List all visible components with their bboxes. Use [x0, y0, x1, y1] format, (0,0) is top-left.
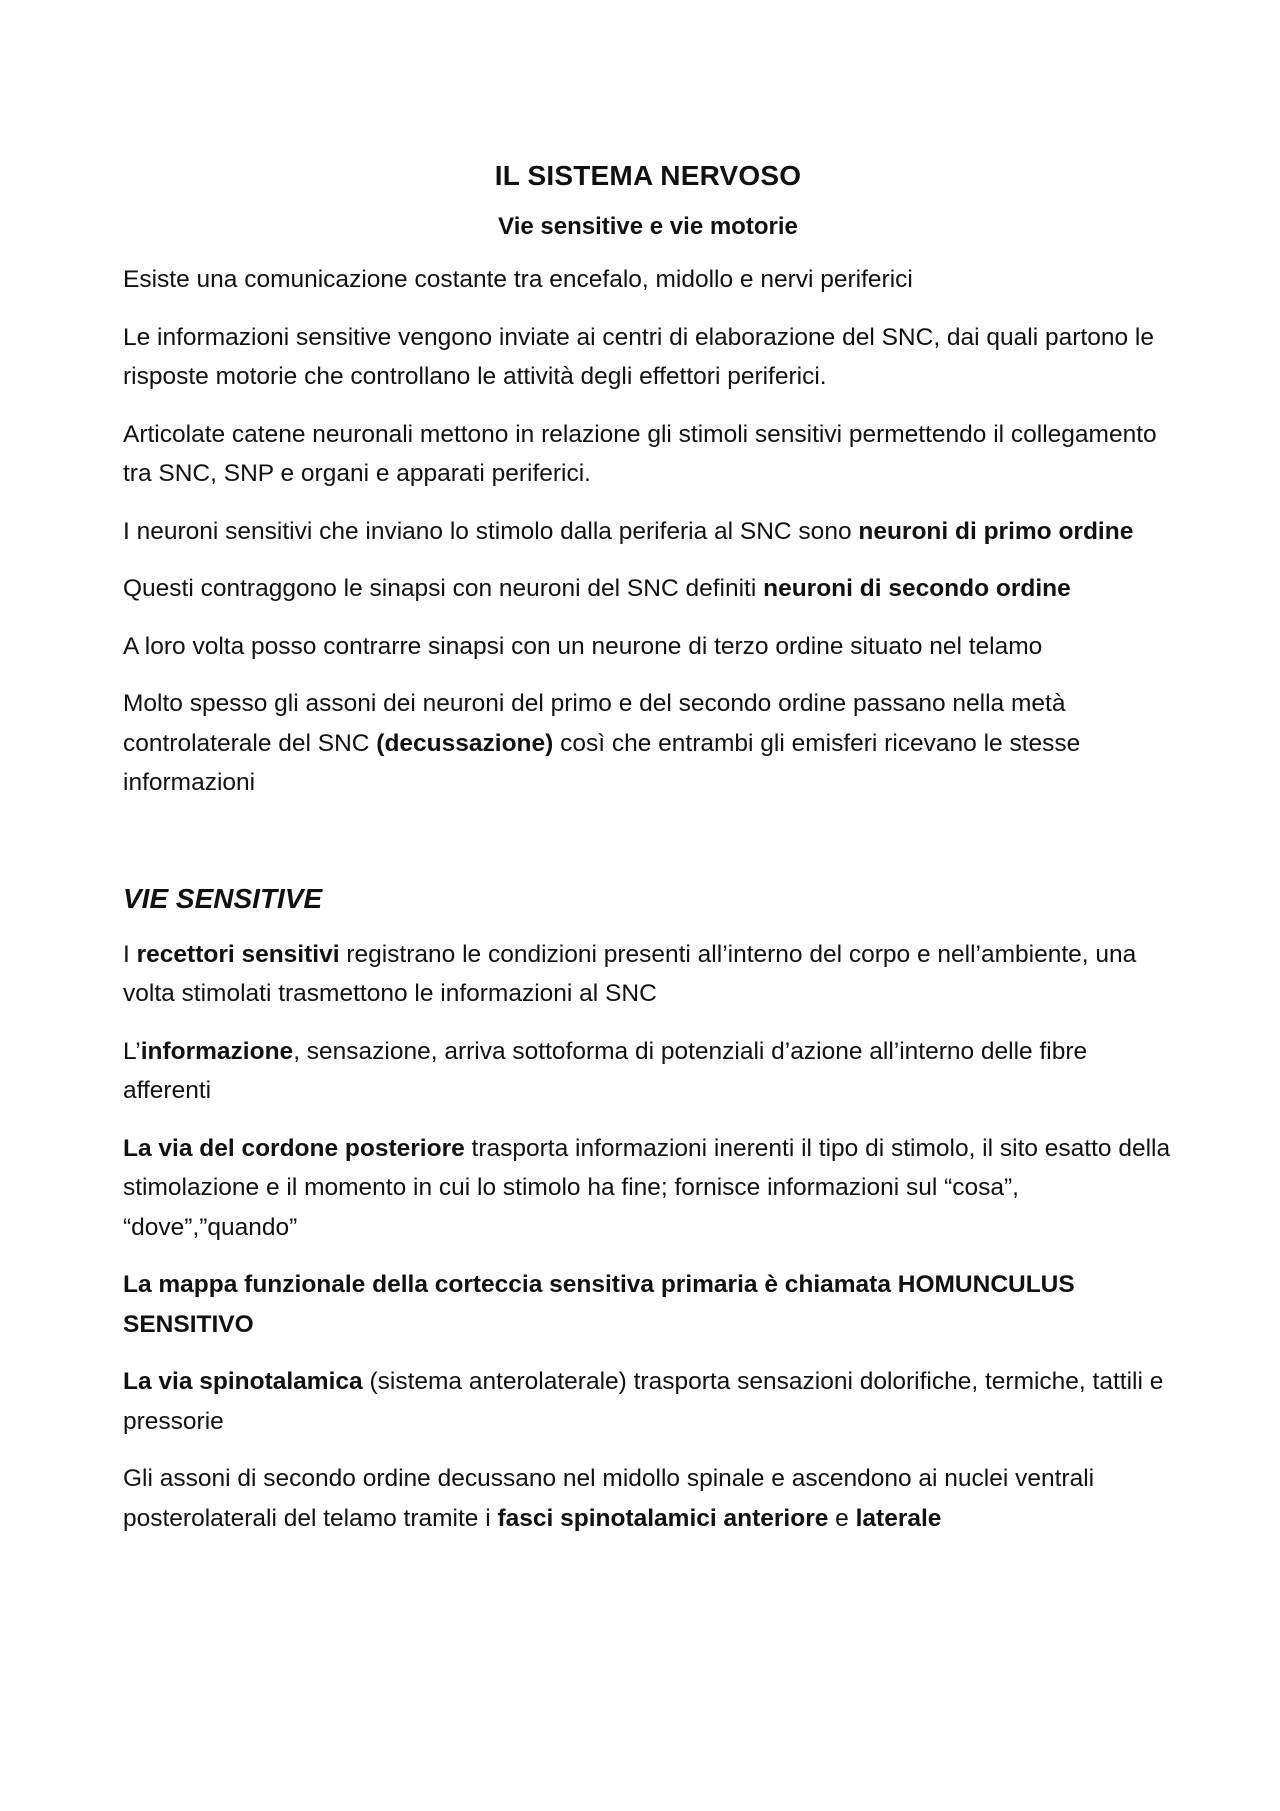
section-paragraph: [123, 1459, 1173, 1538]
paragraph-text: e: [828, 1504, 856, 1532]
bold-term: (decussazione): [376, 729, 554, 757]
paragraph-text: Esiste una comunicazione costante tra encefalo, midollo e nervi periferici: [123, 266, 913, 293]
bold-term: informazione: [140, 1037, 294, 1065]
page-subtitle: Vie sensitive e vie motorie: [498, 213, 798, 240]
bold-term: laterale: [855, 1504, 942, 1532]
paragraph-text: , sensazione, arriva sottoforma di potenziali d’azione all’interno delle fibre afferenti: [123, 1037, 1088, 1104]
document-body: [123, 156, 1173, 1556]
paragraph-text: A loro volta posso contrarre sinapsi con un neurone di terzo ordine situato nel telamo: [123, 632, 1043, 660]
paragraph-text: I neuroni sensitivi che inviano lo stimolo dalla periferia al SNC sono: [123, 517, 859, 545]
paragraph-text: così che entrambi gli emisferi ricevano le stesse informazioni: [123, 729, 1081, 796]
section-paragraph: [123, 1362, 1173, 1441]
bold-term: La via del cordone posteriore: [123, 1134, 465, 1162]
paragraph-text: trasporta informazioni inerenti il tipo di stimolo, il sito esatto della stimolazione e il momento in cui lo stimolo ha fine; fornisce informazioni sul “cosa”, “dove”,”quando”: [123, 1134, 1171, 1241]
paragraph-text: Articolate catene neuronali mettono in relazione gli stimoli sensitivi permettendo il collegamento tra SNC, SNP e organi e apparati periferici.: [123, 420, 1157, 487]
paragraph-text: I: [123, 940, 137, 968]
intro-paragraph: [123, 569, 1173, 609]
section-paragraph: [123, 1129, 1173, 1248]
paragraph-text: Questi contraggono le sinapsi con neuroni del SNC definiti: [123, 575, 764, 602]
bold-term: neuroni di secondo ordine: [763, 575, 1071, 602]
section-paragraph: [123, 935, 1173, 1014]
bold-term: recettori sensitivi: [136, 940, 340, 968]
bold-term: La via spinotalamica: [123, 1368, 363, 1395]
page-title: IL SISTEMA NERVOSO: [494, 160, 802, 191]
paragraph-text: (sistema anterolaterale) trasporta sensazioni dolorifiche, termiche, tattili e pressorie: [123, 1368, 1164, 1435]
intro-paragraph: [123, 684, 1173, 803]
paragraph-text: L’: [123, 1037, 141, 1065]
intro-paragraph: [123, 415, 1173, 494]
intro-paragraph: [123, 627, 1173, 667]
section-spacer: [123, 821, 1173, 879]
paragraph-text: Molto spesso gli assoni dei neuroni del primo e del secondo ordine passano nella metà controlaterale del SNC: [123, 690, 1066, 757]
section-paragraph: [123, 1265, 1173, 1344]
paragraph-text: registrano le condizioni presenti all’interno del corpo e nell’ambiente, una volta stimolati trasmettono le informazioni al SNC: [123, 940, 1137, 1007]
bold-term: neuroni di primo ordine: [858, 517, 1134, 545]
intro-paragraph: [123, 260, 1173, 300]
bold-term: La mappa funzionale della corteccia sensitiva primaria è chiamata HOMUNCULUS SENSITIVO: [123, 1271, 1075, 1338]
intro-paragraph: [123, 512, 1173, 552]
paragraph-text: Gli assoni di secondo ordine decussano nel midollo spinale e ascendono ai nuclei ventrali posterolaterali del telamo tramite i: [123, 1465, 1095, 1532]
section-paragraph: [123, 1032, 1173, 1111]
intro-paragraph: [123, 318, 1173, 397]
section-heading: VIE SENSITIVE: [123, 882, 323, 914]
bold-term: fasci spinotalamici anteriore: [497, 1504, 829, 1532]
paragraph-text: Le informazioni sensitive vengono inviate ai centri di elaborazione del SNC, dai quali partono le risposte motorie che controllano le attività degli effettori periferici.: [123, 323, 1154, 390]
